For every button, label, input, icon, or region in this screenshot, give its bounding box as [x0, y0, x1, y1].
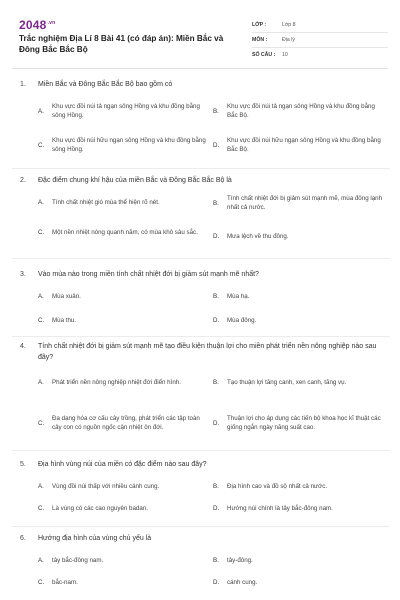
option-text: tây bắc-đông nam. — [52, 557, 104, 564]
option-d[interactable] — [213, 578, 383, 587]
option-letter: B. — [213, 199, 219, 207]
info-row-grade — [252, 18, 388, 33]
option-a[interactable] — [38, 482, 210, 491]
option-letter: D. — [213, 317, 220, 324]
option-d[interactable] — [213, 136, 383, 154]
question-text: Hướng địa hình của vùng chủ yếu là — [38, 535, 152, 542]
option-letter: A. — [38, 199, 44, 206]
option-d[interactable] — [213, 232, 383, 241]
question-5 — [20, 460, 382, 512]
question-number: 6. — [20, 535, 26, 542]
info-value: Địa lý — [282, 37, 295, 43]
option-letter: C. — [38, 317, 45, 324]
option-letter: A. — [38, 293, 44, 300]
option-text: Tính chất nhiệt gió mùa thể hiện rõ nét. — [52, 199, 160, 206]
option-d[interactable] — [213, 316, 383, 325]
question-text: Vào mùa nào trong miền tính chất nhiệt đới bị giảm sút mạnh mẽ nhất? — [38, 271, 259, 278]
option-text: Tạo thuận lợi tăng canh, xen canh, tăng vụ. — [227, 379, 347, 386]
question-2 — [20, 176, 383, 240]
question-text: Địa hình vùng núi của miền có đặc điểm nào sau đây? — [38, 461, 207, 468]
option-d[interactable] — [213, 504, 383, 513]
option-letter: C. — [38, 419, 45, 427]
option-text: tây-đông. — [227, 557, 253, 564]
option-letter: B. — [213, 293, 219, 300]
option-text: Hướng núi chính là tây bắc-đông nam. — [227, 505, 333, 512]
question-number: 4. — [20, 343, 26, 350]
option-c[interactable] — [38, 578, 210, 587]
option-text: Thuận lợi cho áp dụng các tiến bộ khoa học kĩ thuật các giống ngắn ngày năng suất cao. — [227, 415, 381, 431]
option-b[interactable] — [213, 102, 383, 120]
option-text: Mùa đông. — [227, 317, 257, 324]
option-text: Khu vực đồi núi tả ngạn sông Hồng và khu đồng bằng Bắc Bộ. — [227, 103, 375, 119]
option-text: Mùa hạ. — [227, 293, 250, 300]
question-text: Tính chất nhiệt đới bị giảm sút mạnh mẽ tạo điều kiện thuận lợi cho miền phát triển nền nông nghiệp nào sau đây? — [38, 343, 377, 361]
option-letter: B. — [213, 107, 219, 115]
option-c[interactable] — [38, 414, 210, 432]
option-letter: D. — [213, 579, 220, 586]
option-text: Mùa xuân. — [52, 293, 81, 300]
option-letter: C. — [38, 141, 45, 149]
question-text: Đặc điểm chung khí hậu của miền Bắc và Đông Bắc Bắc Bộ là — [38, 177, 232, 184]
option-b[interactable] — [213, 292, 383, 301]
option-c[interactable] — [38, 504, 210, 513]
option-letter: C. — [38, 505, 45, 512]
header — [12, 12, 388, 69]
site-logo[interactable] — [19, 18, 55, 32]
option-a[interactable] — [38, 292, 210, 301]
info-value: 10 — [282, 52, 288, 58]
question-number: 5. — [20, 461, 26, 468]
option-text: Một nền nhiệt nóng quanh năm, có mùa khô sâu sắc. — [52, 229, 198, 236]
info-label: LỚP : — [252, 22, 267, 28]
option-letter: A. — [38, 107, 44, 115]
option-text: Khu vực đồi núi hữu ngạn sông Hồng và khu đồng bằng sông Hồng. — [52, 137, 206, 153]
option-c[interactable] — [38, 228, 210, 237]
divider — [12, 336, 390, 337]
option-a[interactable] — [38, 556, 210, 565]
option-text: Mưa lệch về thu đông. — [227, 233, 289, 240]
question-6 — [20, 534, 382, 586]
divider — [12, 168, 390, 169]
option-a[interactable] — [38, 198, 210, 207]
option-letter: D. — [213, 419, 220, 427]
option-letter: A. — [38, 557, 44, 564]
info-row-subject — [252, 33, 388, 48]
option-b[interactable] — [213, 378, 383, 387]
option-text: Địa hình cao và đồ sộ nhất cả nước. — [227, 483, 328, 490]
option-text: Khu vực đồi núi tả ngạn sông Hồng và khu đồng bằng sông Hồng. — [52, 103, 200, 119]
option-letter: D. — [213, 505, 220, 512]
question-text: Miền Bắc và Đông Bắc Bắc Bộ bao gồm có — [38, 81, 173, 88]
question-3 — [20, 270, 382, 324]
option-text: Tính chất nhiệt đới bị giảm sút mạnh mẽ, mùa đông lạnh nhất cả nước. — [227, 195, 383, 211]
info-label: MÔN : — [252, 37, 268, 43]
option-text: bắc-nam. — [52, 579, 78, 586]
question-4 — [20, 342, 382, 431]
option-text: Mùa thu. — [52, 317, 77, 324]
logo-text: 2048 — [19, 18, 47, 32]
option-letter: B. — [213, 483, 219, 490]
quiz-info-table — [252, 18, 388, 62]
option-a[interactable] — [38, 378, 210, 387]
divider — [12, 526, 390, 527]
option-letter: C. — [38, 229, 45, 236]
logo-suffix: .vn — [47, 20, 56, 26]
option-text: Vùng đồi núi thấp với nhiều cánh cung. — [52, 483, 160, 490]
question-number: 1. — [20, 81, 26, 88]
option-c[interactable] — [38, 136, 210, 154]
question-1 — [20, 80, 382, 153]
option-text: Phát triển nền nông nghiệp nhiệt đới điển hình. — [52, 379, 181, 386]
info-value: Lớp 8 — [282, 22, 296, 28]
option-b[interactable] — [213, 556, 383, 565]
option-text: Là vùng có các cao nguyên badan. — [52, 505, 148, 512]
question-number: 2. — [20, 177, 26, 184]
option-c[interactable] — [38, 316, 210, 325]
option-letter: B. — [213, 379, 219, 386]
info-row-count — [252, 48, 388, 62]
option-letter: B. — [213, 557, 219, 564]
option-letter: D. — [213, 141, 220, 149]
option-letter: D. — [213, 233, 220, 240]
page-title: Trắc nghiệm Địa Lí 8 Bài 41 (có đáp án): Miền Bắc và Đông Bắc Bắc Bộ — [19, 34, 224, 54]
option-d[interactable] — [213, 414, 383, 432]
option-letter: C. — [38, 579, 45, 586]
option-b[interactable] — [213, 194, 383, 212]
option-letter: A. — [38, 483, 44, 490]
option-letter: A. — [38, 379, 44, 386]
divider — [12, 450, 390, 451]
option-text: cánh cung. — [227, 579, 258, 586]
divider — [12, 258, 390, 259]
option-text: Đa dạng hóa cơ cấu cây trồng, phát triển các tập toàn cây con có nguồn ngốc cận nhiệt ôn đới. — [52, 415, 200, 431]
info-label: SỐ CÂU : — [252, 52, 276, 58]
option-text: Khu vực đồi núi hữu ngạn sông Hồng và khu đồng bằng Bắc Bộ. — [227, 137, 381, 153]
option-a[interactable] — [38, 102, 210, 120]
question-number: 3. — [20, 271, 26, 278]
option-b[interactable] — [213, 482, 383, 491]
